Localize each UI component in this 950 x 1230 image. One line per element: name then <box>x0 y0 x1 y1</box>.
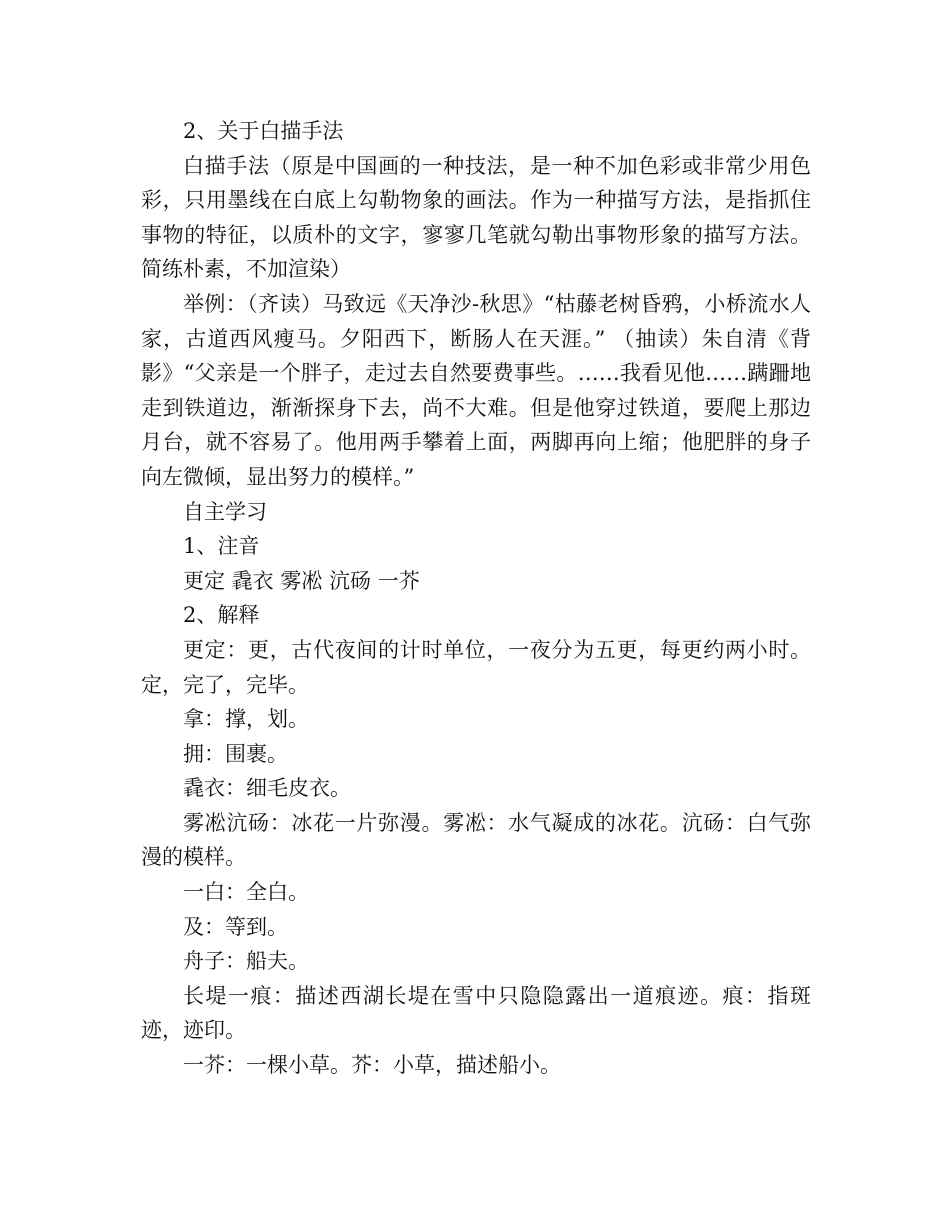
definition-yibai: 一白：全白。 <box>183 880 309 905</box>
definition-na: 拿：撑，划。 <box>183 707 309 732</box>
definition-changdi: 长堤一痕：描述西湖长堤在雪中只隐隐露出一道痕迹。痕：指斑迹，迹印。 <box>141 983 811 1043</box>
definition-zhouzi: 舟子：船夫。 <box>183 949 309 974</box>
definition-ji: 及：等到。 <box>183 914 288 939</box>
definition-yijie: 一芥：一棵小草。芥：小草，描述船小。 <box>183 1053 561 1078</box>
paragraph-examples: 举例：（齐读）马致远《天净沙-秋思》“枯藤老树昏鸦，小桥流水人家，古道西风瘦马。夕阳西下，断肠人在天涯。” （抽读）朱自清《背影》“父亲是一个胖子，走过去自然要费事些。……我看见他……蹒跚地走到铁道边，渐渐探身下去，尚不大难。但是他穿过铁道，要爬上那边月台，就不容易了。他用两手攀着上面，两脚再向上缩；他肥胖的身子向左微倾，显出努力的模样。” <box>141 291 811 489</box>
pronunciation-words: 更定 毳衣 雾凇 沆砀 一芥 <box>183 568 420 593</box>
definition-gengding: 更定：更，古代夜间的计时单位，一夜分为五更，每更约两小时。定，完了，完毕。 <box>141 637 811 697</box>
document-page <box>141 114 811 1083</box>
heading-explanation: 2、解释 <box>183 603 260 628</box>
definition-wusong: 雾凇沆砀：冰花一片弥漫。雾凇：水气凝成的冰花。沆砀：白气弥漫的模样。 <box>141 810 811 870</box>
definition-cuiyi: 毳衣：细毛皮衣。 <box>183 776 351 801</box>
heading-baimiao: 2、关于白描手法 <box>183 119 344 143</box>
heading-pronunciation: 1、注音 <box>183 534 260 559</box>
heading-self-study: 自主学习 <box>183 499 267 524</box>
paragraph-baimiao-definition: 白描手法（原是中国画的一种技法，是一种不加色彩或非常少用色彩，只用墨线在白底上勾勒物象的画法。作为一种描写方法，是指抓住事物的特征，以质朴的文字，寥寥几笔就勾勒出事物形象的描写方法。简练朴素，不加渲染） <box>141 153 811 282</box>
definition-yong: 拥：围裹。 <box>183 741 288 766</box>
